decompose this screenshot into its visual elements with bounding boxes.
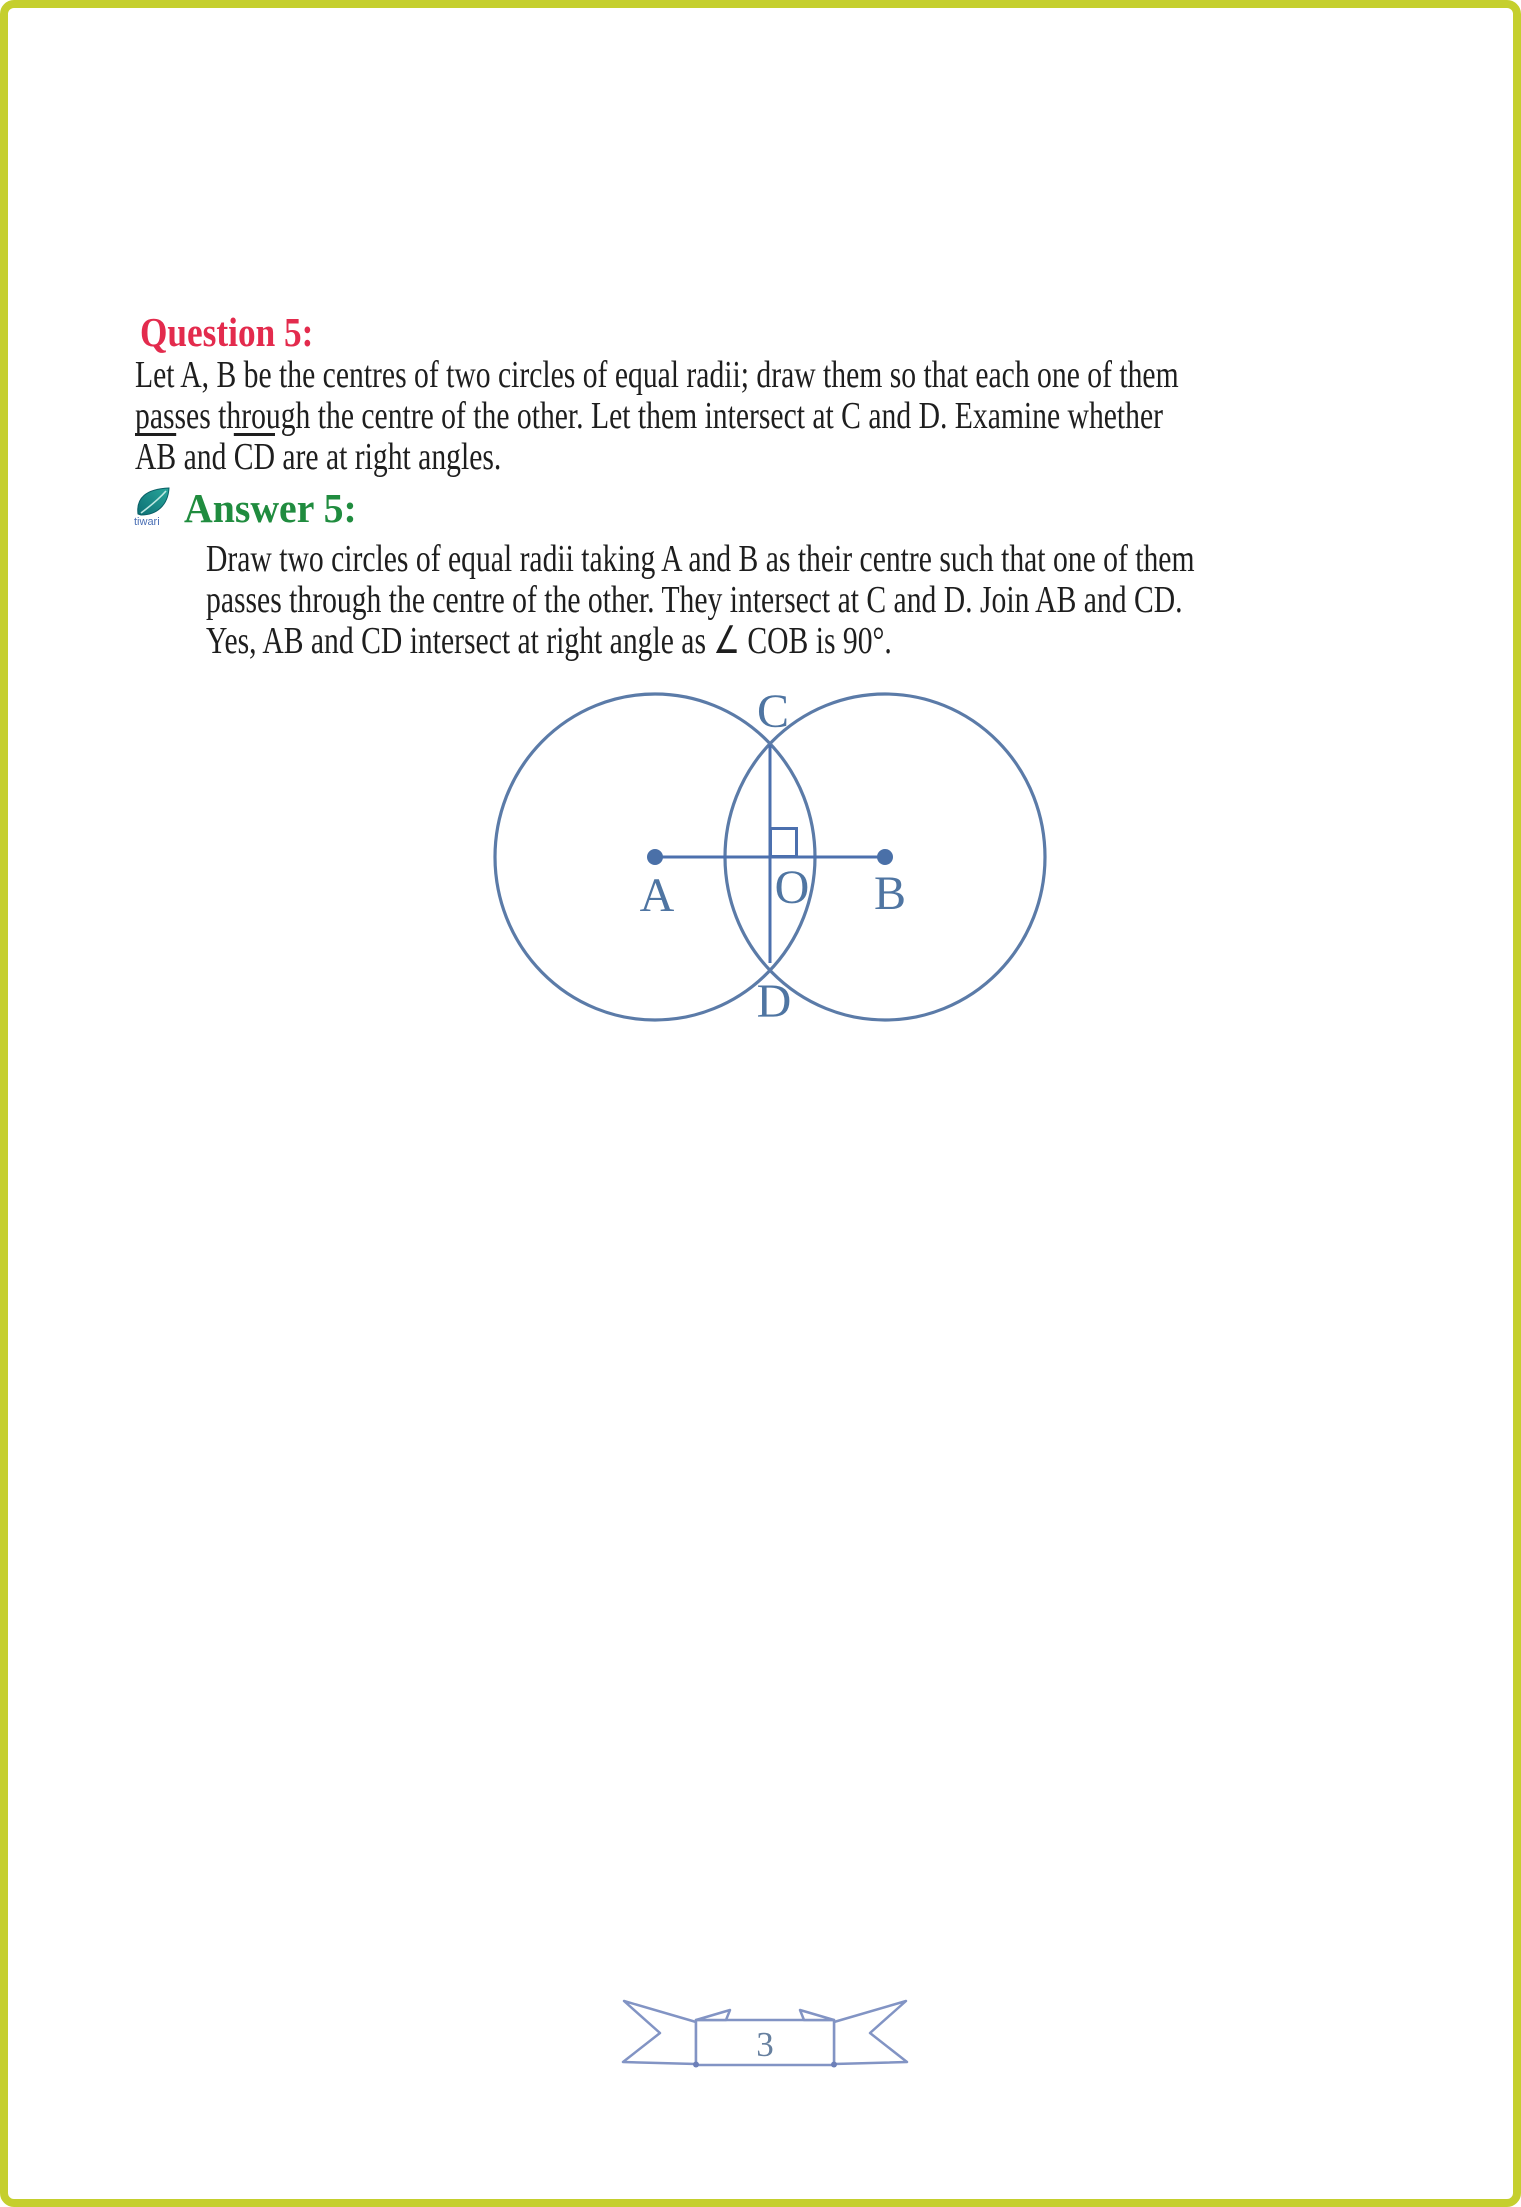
ribbon-left-dot <box>693 2062 699 2068</box>
leaf-icon <box>134 486 172 516</box>
label-a: A <box>639 869 675 922</box>
label-b: B <box>873 867 907 920</box>
ribbon-left-fold <box>696 2010 730 2020</box>
question-text <box>135 355 1473 478</box>
ribbon-right-tail <box>834 2001 907 2064</box>
question-heading: Question 5: <box>140 309 314 355</box>
question-line-3 <box>135 437 1179 478</box>
ribbon-right-dot <box>831 2062 837 2068</box>
answer-line-3: Yes, AB and CD intersect at right angle as ∠ COB is 90°. <box>206 620 892 662</box>
answer-text <box>206 539 1473 662</box>
label-d: D <box>756 975 792 1028</box>
question-line-3-tail: are at right angles. <box>274 436 502 478</box>
answer-heading: Answer 5: <box>184 485 357 531</box>
page-number: 3 <box>756 2025 774 2064</box>
right-angle-marker <box>771 829 797 857</box>
label-c: C <box>756 685 790 738</box>
ribbon-right-fold <box>800 2010 834 2020</box>
label-o: O <box>774 861 810 914</box>
circles-diagram <box>463 673 1073 1038</box>
question-line-1: Let A, B be the centres of two circles of equal radii; draw them so that each one of them <box>135 354 1179 396</box>
overline-cd: $\overline{CD}$ <box>233 436 275 478</box>
answer-line-2: passes through the centre of the other. They intersect at C and D. Join AB and CD. <box>206 579 1183 621</box>
page-number-ribbon <box>614 1994 914 2076</box>
logo-text: tiwari <box>134 516 160 528</box>
ribbon-left-tail <box>623 2001 696 2064</box>
overline-ab: $\overline{AB}$ <box>135 436 177 478</box>
answer-line-1: Draw two circles of equal radii taking A and B as their centre such that one of them <box>206 538 1195 580</box>
point-b-dot <box>877 849 893 865</box>
segments <box>655 745 885 963</box>
question-line-3-mid: and <box>176 436 234 478</box>
tiwari-logo <box>134 486 180 527</box>
point-a-dot <box>647 849 663 865</box>
question-line-2: passes through the centre of the other. Let them intersect at C and D. Examine whether <box>135 395 1164 437</box>
